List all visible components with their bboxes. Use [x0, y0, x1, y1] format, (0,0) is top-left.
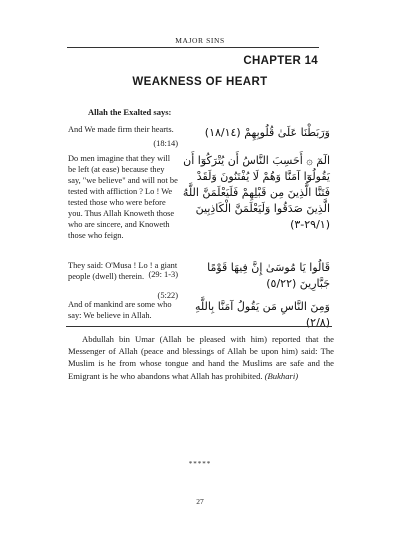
- hadith-paragraph: [68, 333, 334, 382]
- verse-reference: (18:14): [153, 139, 178, 148]
- verse-translation: And of mankind are some who say: We believe in Allah.: [68, 300, 172, 320]
- verse-translation: And We made firm their hearts.: [68, 125, 174, 134]
- hadith-text: Abdullah bin Umar (Allah be pleased with him) reported that the Messenger of Allah (peace and blessings of Allah be upon him) said: The Muslim is he from whose tongue and hand the Muslims are safe and the Emigrant is he who abandons what Allah has prohibited.: [68, 334, 334, 381]
- header-rule: [67, 47, 319, 48]
- section-rule: [66, 326, 332, 327]
- verse-block: [68, 299, 330, 337]
- verse-reference: (5:22): [157, 291, 178, 300]
- verse-translation: Do men imagine that they will be left (at ease) because they say, "we believe" and will not be tested with affliction ? Lo ! We tested those who were before you. Thus Allah Knoweth those who are sincere, and Knoweth those who feign.: [68, 154, 178, 240]
- verse-reference: (29: 1-3): [148, 270, 178, 279]
- section-divider: *****: [188, 460, 212, 468]
- chapter-label: CHAPTER 14: [243, 55, 318, 67]
- verse-arabic: الٓمٓ ۞ أَحَسِبَ النَّاسُ أَن يُتْرَكُوٓا أَن يَقُولُوٓا آمَنَّا وَهُمْ لَا يُفْتَنُونَ وَلَقَدْ فَتَنَّا الَّذِينَ مِن قَبْلِهِمْ فَلَيَعْلَمَنَّ اللَّهُ الَّذِينَ صَدَقُوا وَلَيَعْلَمَنَّ الْكَاذِبِينَ (٢٩/١-٣): [182, 154, 330, 231]
- intro-line: Allah the Exalted says:: [88, 107, 172, 117]
- verse-arabic: وَمِنَ النَّاسِ مَن يَقُولُ آمَنَّا بِاللَّهِ (٢/٨): [194, 300, 330, 329]
- verse-block: [68, 260, 330, 298]
- verse-translation: They said: O'Musa ! Lo ! a giant people (dwell) therein.: [68, 261, 178, 281]
- hadith-source: (Bukhari): [264, 370, 299, 381]
- verse-arabic: وَرَبَطْنَا عَلَىٰ قُلُوبِهِمْ (١٨/١٤): [204, 126, 330, 139]
- page-title: WEAKNESS OF HEART: [132, 76, 268, 88]
- running-header: MAJOR SINS: [175, 36, 225, 45]
- page-number: 27: [196, 497, 204, 506]
- verse-arabic: قَالُوا يَا مُوسَىٰ إِنَّ فِيهَا قَوْمًا جَبَّارِينَ (٥/٢٢): [207, 261, 330, 290]
- verse-block: [68, 124, 330, 146]
